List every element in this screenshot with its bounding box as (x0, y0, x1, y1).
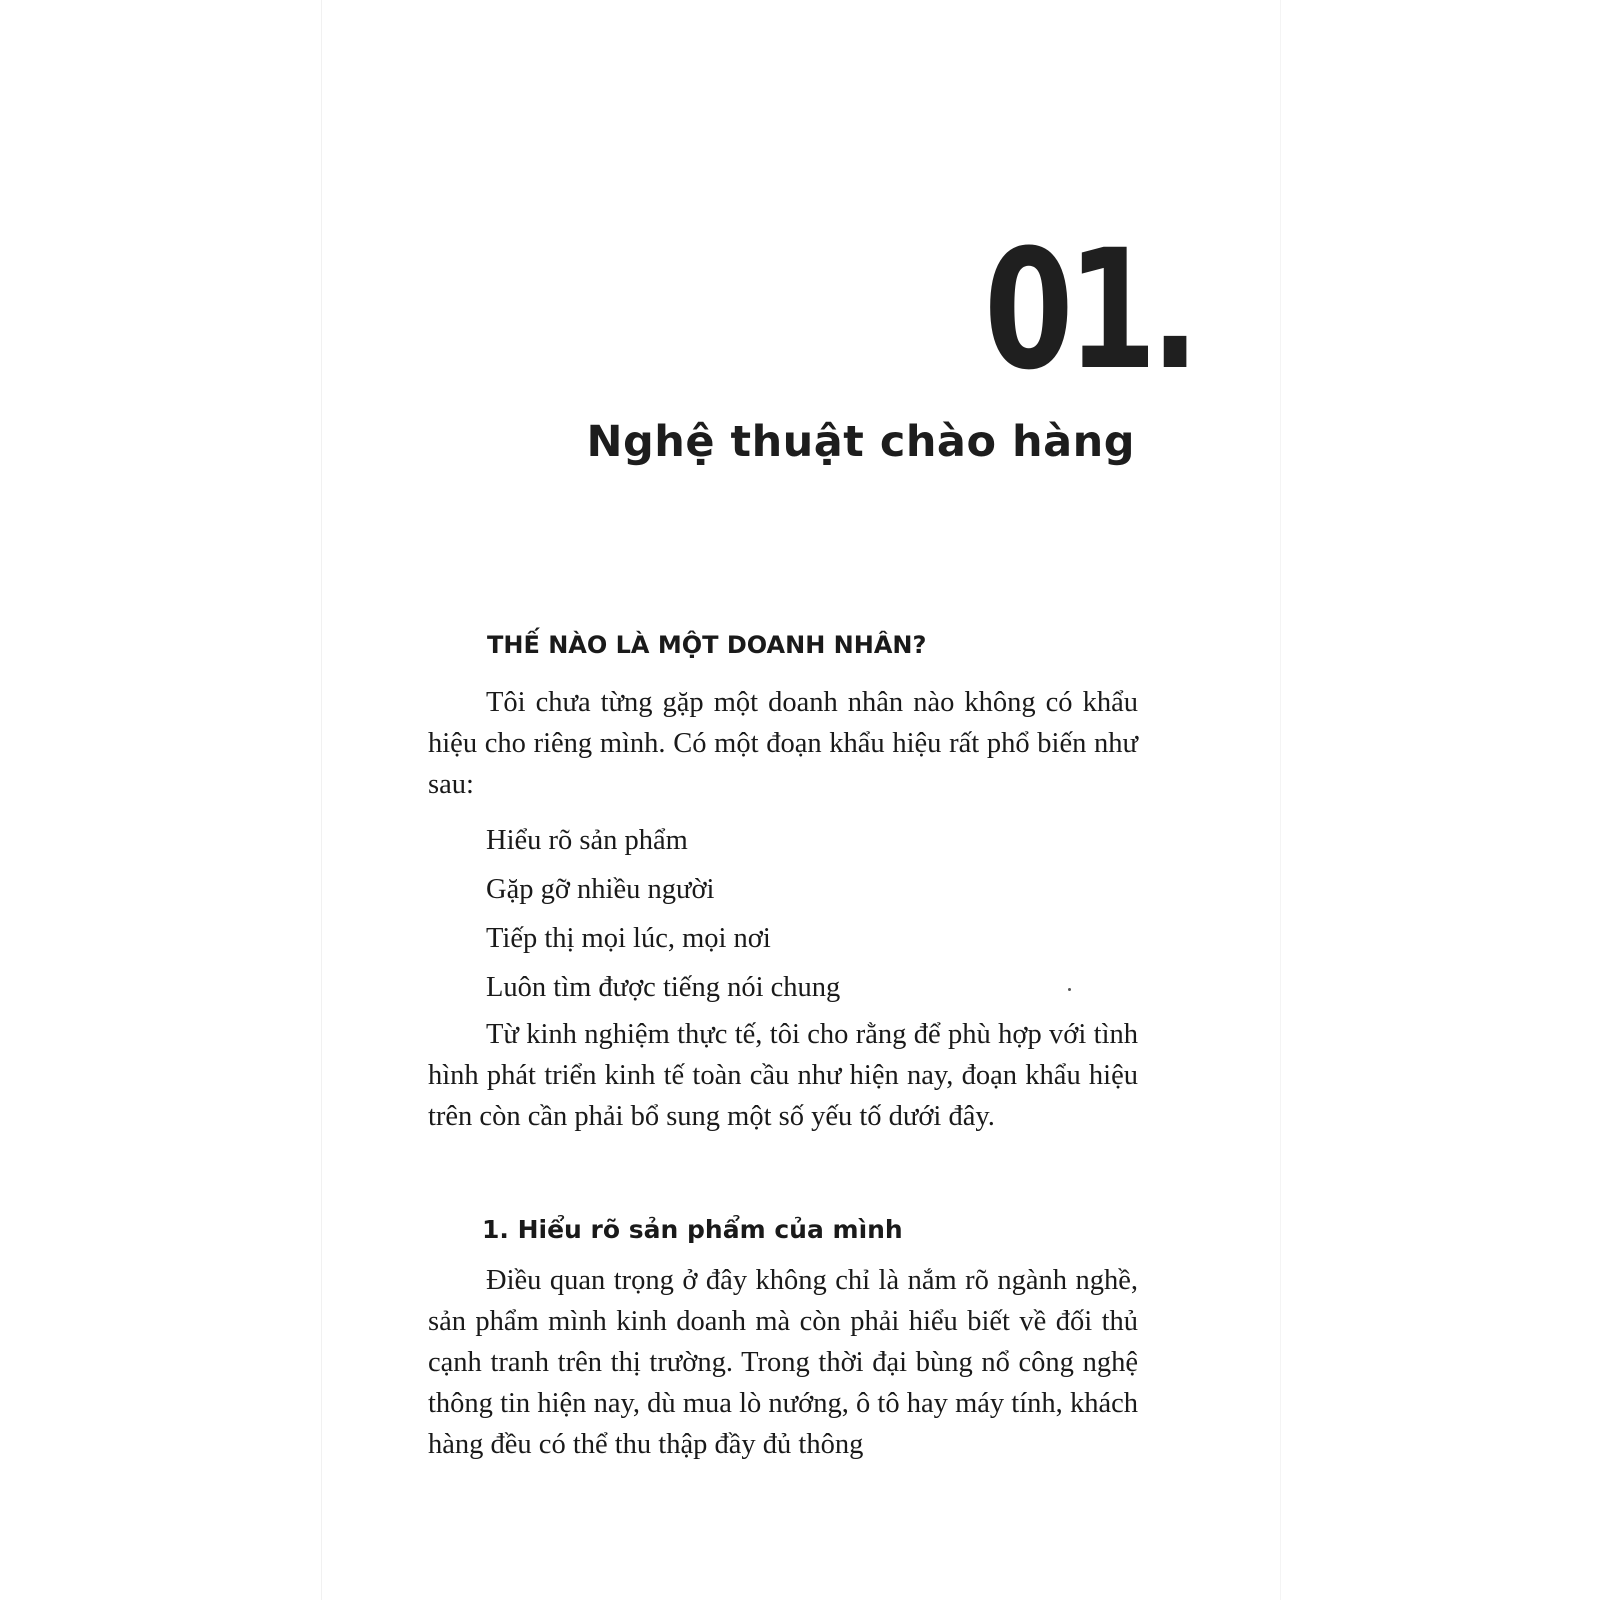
chapter-title: Nghệ thuật chào hàng (586, 417, 1135, 467)
slogan-line: Hiểu rõ sản phẩm (486, 825, 688, 856)
section-heading: THẾ NÀO LÀ MỘT DOANH NHÂN? (487, 631, 927, 659)
follow-up-paragraph: Từ kinh nghiệm thực tế, tôi cho rằng để phù hợp với tình hình phát triển kinh tế toàn cầu như hiện nay, đoạn khẩu hiệu trên còn cần phải bổ sung một số yếu tố dưới đây. (428, 1019, 1138, 1132)
slogan-line: Luôn tìm được tiếng nói chung (486, 972, 841, 1003)
chapter-number: 01. (984, 214, 1194, 406)
subsection-paragraph: Điều quan trọng ở đây không chỉ là nắm rõ ngành nghề, sản phẩm mình kinh doanh mà còn phải hiểu biết về đối thủ cạnh tranh trên thị trường. Trong thời đại bùng nổ công nghệ thông tin hiện nay, dù mua lò nướng, ô tô hay máy tính, khách hàng đều có thể thu thập đầy đủ thông (428, 1265, 1138, 1460)
slogan-line: Gặp gỡ nhiều người (486, 874, 715, 905)
slogan-line: Tiếp thị mọi lúc, mọi nơi (486, 923, 771, 954)
intro-paragraph: Tôi chưa từng gặp một doanh nhân nào không có khẩu hiệu cho riêng mình. Có một đoạn khẩu hiệu rất phổ biến như sau: (428, 687, 1138, 800)
print-speck (1068, 988, 1071, 991)
subsection-heading: 1. Hiểu rõ sản phẩm của mình (482, 1215, 903, 1244)
slogan-list (486, 816, 840, 1012)
